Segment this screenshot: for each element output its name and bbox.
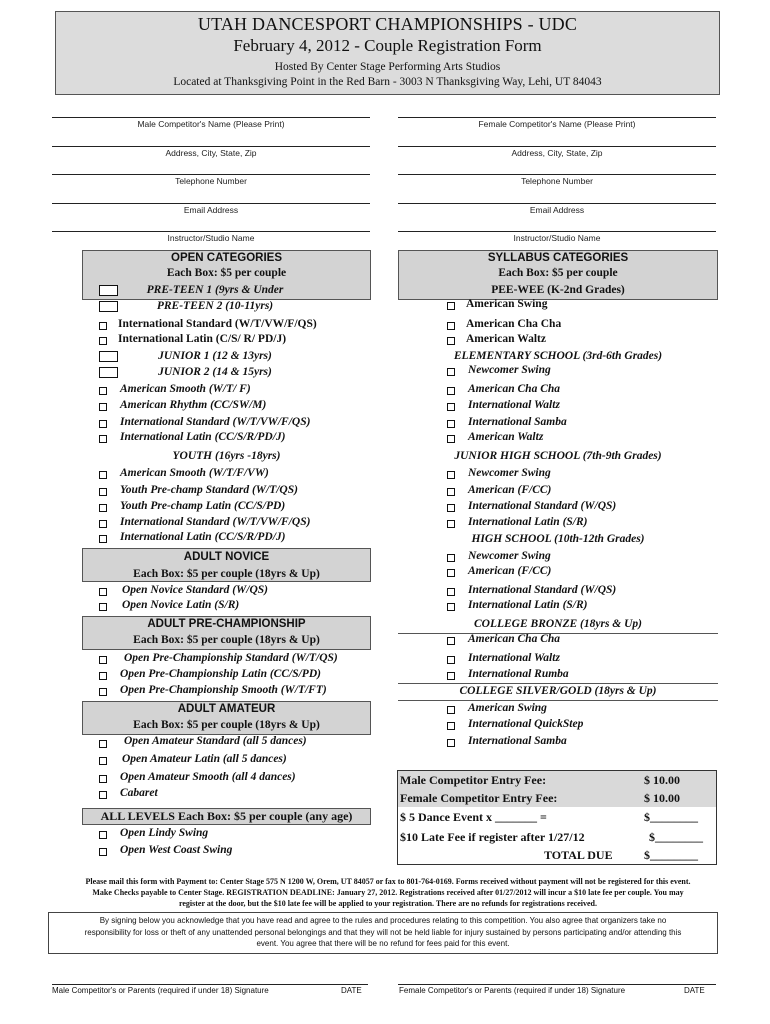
event-fee-value[interactable]: $________	[644, 810, 698, 824]
checkbox[interactable]	[99, 504, 107, 512]
category-item: American Cha Cha	[468, 633, 561, 645]
checkbox[interactable]	[447, 739, 455, 747]
category-item: International Latin (S/R)	[468, 516, 588, 528]
amateur-price: Each Box: $5 per couple (18yrs & Up)	[133, 719, 320, 731]
checkbox[interactable]	[99, 535, 107, 543]
date-label: DATE	[684, 986, 705, 995]
male-instructor-field[interactable]	[52, 231, 370, 232]
amateur-title: ADULT AMATEUR	[177, 703, 276, 715]
preteen2-heading: PRE-TEEN 2 (10-11yrs)	[156, 300, 274, 312]
novice-title: ADULT NOVICE	[183, 551, 270, 563]
category-item: International Rumba	[468, 668, 569, 680]
checkbox[interactable]	[99, 337, 107, 345]
male-email-field[interactable]	[52, 203, 370, 204]
agreement-line: event. You agree that there will be no refund for fees paid for this event.	[256, 939, 510, 948]
male-signature-label: Male Competitor's or Parents (required if under 18) Signature	[52, 986, 269, 995]
preteen1-heading: PRE-TEEN 1 (9yrs & Under	[146, 284, 284, 296]
male-signature-field[interactable]	[52, 984, 368, 985]
checkbox[interactable]	[447, 569, 455, 577]
checkbox[interactable]	[99, 520, 107, 528]
category-item: Open Pre-Championship Smooth (W/T/FT)	[120, 684, 327, 696]
male-fee-row	[398, 771, 716, 789]
male-instructor-label: Instructor/Studio Name	[167, 233, 255, 243]
checkbox[interactable]	[447, 337, 455, 345]
checkbox[interactable]	[447, 520, 455, 528]
category-item: American (F/CC)	[468, 484, 552, 496]
category-item: International Latin (CC/S/R/PD/J)	[120, 431, 286, 443]
checkbox[interactable]	[447, 403, 455, 411]
fee-summary-box	[397, 770, 717, 865]
checkbox[interactable]	[447, 302, 455, 310]
novice-price: Each Box: $5 per couple (18yrs & Up)	[133, 568, 320, 580]
category-item: Open Novice Latin (S/R)	[122, 599, 240, 611]
checkbox[interactable]	[99, 588, 107, 596]
prechamp-price: Each Box: $5 per couple (18yrs & Up)	[133, 634, 320, 646]
event-fee-label[interactable]: $ 5 Dance Event x _______ =	[400, 810, 547, 824]
junior-high-heading: JUNIOR HIGH SCHOOL (7th-9th Grades)	[454, 450, 662, 462]
category-item: American Rhythm (CC/SW/M)	[120, 399, 267, 411]
checkbox[interactable]	[447, 637, 455, 645]
peewee-heading: PEE-WEE (K-2nd Grades)	[491, 284, 625, 296]
agreement-line: By signing below you acknowledge that you have read and agree to the rules and procedures relating to this competition. You also agree that organizers take no	[99, 916, 667, 925]
female-address-field[interactable]	[398, 146, 716, 147]
category-item: Open Amateur Latin (all 5 dances)	[122, 753, 287, 765]
checks-note: Make Checks payable to Center Stage. REGISTRATION DEADLINE: January 27, 2012. Registrations received after 01/27/2012 will incur a $10 late fee per couple. You may	[92, 888, 684, 897]
category-item: International Standard (W/QS)	[468, 500, 617, 512]
late-fee-value[interactable]: $________	[649, 830, 703, 844]
female-email-label: Email Address	[529, 205, 585, 215]
late-note: register at the door, but the $10 late fee will be applied to your registration. There are no refunds for registrations received.	[178, 899, 598, 908]
category-item: International Waltz	[468, 399, 560, 411]
checkbox[interactable]	[99, 488, 107, 496]
junior1-checkbox[interactable]	[99, 351, 118, 362]
open-categories-title: OPEN CATEGORIES	[171, 252, 282, 264]
college-silver-heading: COLLEGE SILVER/GOLD (18yrs & Up)	[459, 685, 657, 697]
form-header	[55, 11, 720, 95]
checkbox[interactable]	[447, 488, 455, 496]
syllabus-title: SYLLABUS CATEGORIES	[487, 252, 629, 264]
preteen2-checkbox[interactable]	[99, 301, 118, 312]
total-value[interactable]: $________	[644, 848, 698, 862]
category-item: American (F/CC)	[468, 565, 552, 577]
checkbox[interactable]	[99, 740, 107, 748]
agreement-box	[48, 912, 718, 954]
checkbox[interactable]	[447, 722, 455, 730]
elementary-heading: ELEMENTARY SCHOOL (3rd-6th Grades)	[453, 350, 663, 362]
checkbox[interactable]	[99, 672, 107, 680]
checkbox[interactable]	[447, 322, 455, 330]
category-item: International Latin (S/R)	[468, 599, 588, 611]
college-bronze-heading: COLLEGE BRONZE (18yrs & Up)	[473, 618, 643, 630]
category-item: Newcomer Swing	[468, 467, 551, 479]
checkbox[interactable]	[99, 791, 107, 799]
category-item: Cabaret	[120, 787, 158, 799]
female-fee-value: $ 10.00	[644, 791, 680, 805]
category-item: Open West Coast Swing	[120, 844, 233, 856]
mail-note: Please mail this form with Payment to: Center Stage 575 N 1200 W, Orem, UT 84057 or fax to 801-764-0169. Forms received without payment will not be registered for this event.	[85, 877, 691, 886]
junior2-heading: JUNIOR 2 (14 & 15yrs)	[158, 366, 272, 378]
female-name-label: Female Competitor's Name (Please Print)	[478, 119, 636, 129]
checkbox[interactable]	[99, 848, 107, 856]
female-instructor-label: Instructor/Studio Name	[513, 233, 601, 243]
category-item: Newcomer Swing	[468, 364, 551, 376]
category-item: American Smooth (W/T/ F)	[120, 383, 251, 395]
female-signature-label: Female Competitor's or Parents (required if under 18) Signature	[399, 986, 626, 995]
syllabus-price: Each Box: $5 per couple	[498, 267, 618, 279]
male-phone-label: Telephone Number	[175, 176, 247, 186]
checkbox[interactable]	[99, 435, 107, 443]
category-item: International Standard (W/T/VW/F/QS)	[118, 318, 317, 330]
all-levels-title: ALL LEVELS Each Box: $5 per couple (any age)	[82, 808, 371, 825]
checkbox[interactable]	[99, 471, 107, 479]
category-item: American Swing	[468, 702, 547, 714]
open-categories-price: Each Box: $5 per couple	[166, 267, 287, 279]
agreement-line: responsibility for loss or theft of any unattended personal belongings and that they will not be held liable for injury sustained by persons participating and/or attending this	[84, 927, 682, 937]
category-item: International Samba	[468, 416, 567, 428]
checkbox[interactable]	[447, 706, 455, 714]
category-item: International Standard (W/T/VW/F/QS)	[120, 416, 311, 428]
category-item: International Latin (C/S/ R/ PD/J)	[118, 333, 287, 345]
category-item: International QuickStep	[468, 718, 584, 730]
preteen1-checkbox[interactable]	[99, 285, 118, 296]
male-address-label: Address, City, State, Zip	[165, 148, 257, 158]
junior2-checkbox[interactable]	[99, 367, 118, 378]
checkbox[interactable]	[447, 554, 455, 562]
female-address-label: Address, City, State, Zip	[511, 148, 603, 158]
checkbox[interactable]	[447, 368, 455, 376]
junior1-heading: JUNIOR 1 (12 & 13yrs)	[158, 350, 272, 362]
checkbox[interactable]	[447, 672, 455, 680]
male-name-label: Male Competitor's Name (Please Print)	[137, 119, 285, 129]
checkbox[interactable]	[99, 775, 107, 783]
form-title: UTAH DANCESPORT CHAMPIONSHIPS - UDC	[197, 14, 578, 34]
category-item: Youth Pre-champ Latin (CC/S/PD)	[120, 500, 286, 512]
form-subtitle: February 4, 2012 - Couple Registration Form	[233, 36, 542, 55]
checkbox[interactable]	[447, 435, 455, 443]
category-item: International Latin (CC/S/R/PD/J)	[120, 531, 286, 543]
male-fee-value: $ 10.00	[644, 773, 680, 787]
female-name-field[interactable]	[398, 117, 716, 118]
category-item: Newcomer Swing	[468, 550, 551, 562]
total-row	[398, 846, 716, 864]
late-fee-row	[398, 828, 716, 846]
female-fee-row	[398, 789, 716, 807]
high-school-heading: HIGH SCHOOL (10th-12th Grades)	[471, 533, 645, 545]
category-item: American Cha Cha	[468, 383, 561, 395]
checkbox[interactable]	[99, 322, 107, 330]
female-instructor-field[interactable]	[398, 231, 716, 232]
category-item: International Waltz	[468, 652, 560, 664]
category-item: International Standard (W/QS)	[468, 584, 617, 596]
date-label: DATE	[341, 986, 362, 995]
female-signature-field[interactable]	[398, 984, 716, 985]
category-item: American Waltz	[468, 431, 544, 443]
male-phone-field[interactable]	[52, 174, 370, 175]
category-item: Open Amateur Standard (all 5 dances)	[124, 735, 307, 747]
location-line: Located at Thanksgiving Point in the Red Barn - 3003 N Thanksgiving Way, Lehi, UT 84043	[173, 76, 602, 88]
male-address-field[interactable]	[52, 146, 370, 147]
category-item: Open Pre-Championship Latin (CC/S/PD)	[120, 668, 321, 680]
category-item: Open Pre-Championship Standard (W/T/QS)	[124, 652, 338, 664]
category-item: Open Lindy Swing	[120, 827, 209, 839]
divider	[398, 700, 718, 701]
category-item: American Smooth (W/T/F/VW)	[120, 467, 269, 479]
category-item: Open Amateur Smooth (all 4 dances)	[120, 771, 296, 783]
checkbox[interactable]	[99, 403, 107, 411]
female-email-field[interactable]	[398, 203, 716, 204]
divider	[398, 683, 718, 684]
category-item: American Waltz	[466, 333, 546, 345]
male-fee-label: Male Competitor Entry Fee:	[400, 773, 547, 787]
checkbox[interactable]	[99, 656, 107, 664]
event-fee-row	[398, 808, 716, 826]
checkbox[interactable]	[447, 504, 455, 512]
checkbox[interactable]	[447, 588, 455, 596]
checkbox[interactable]	[99, 688, 107, 696]
checkbox[interactable]	[99, 603, 107, 611]
category-item: International Samba	[468, 735, 567, 747]
checkbox[interactable]	[447, 387, 455, 395]
category-item: Youth Pre-champ Standard (W/T/QS)	[120, 484, 298, 496]
checkbox[interactable]	[99, 387, 107, 395]
category-item: American Cha Cha	[466, 318, 562, 330]
prechamp-title: ADULT PRE-CHAMPIONSHIP	[147, 618, 306, 630]
checkbox[interactable]	[447, 603, 455, 611]
category-item: American Swing	[466, 298, 548, 310]
total-label: TOTAL DUE	[544, 848, 613, 862]
checkbox[interactable]	[99, 757, 107, 765]
checkbox[interactable]	[447, 471, 455, 479]
female-phone-field[interactable]	[398, 174, 716, 175]
female-phone-label: Telephone Number	[521, 176, 593, 186]
checkbox[interactable]	[99, 831, 107, 839]
host-line: Hosted By Center Stage Performing Arts Studios	[274, 61, 501, 73]
checkbox[interactable]	[99, 420, 107, 428]
category-item: Open Novice Standard (W/QS)	[122, 584, 268, 596]
category-item: International Standard (W/T/VW/F/QS)	[120, 516, 311, 528]
male-name-field[interactable]	[52, 117, 370, 118]
female-fee-label: Female Competitor Entry Fee:	[400, 791, 558, 805]
checkbox[interactable]	[447, 420, 455, 428]
late-fee-label: $10 Late Fee if register after 1/27/12	[400, 830, 585, 844]
checkbox[interactable]	[447, 656, 455, 664]
youth-heading: YOUTH (16yrs -18yrs)	[172, 450, 281, 462]
male-email-label: Email Address	[183, 205, 239, 215]
